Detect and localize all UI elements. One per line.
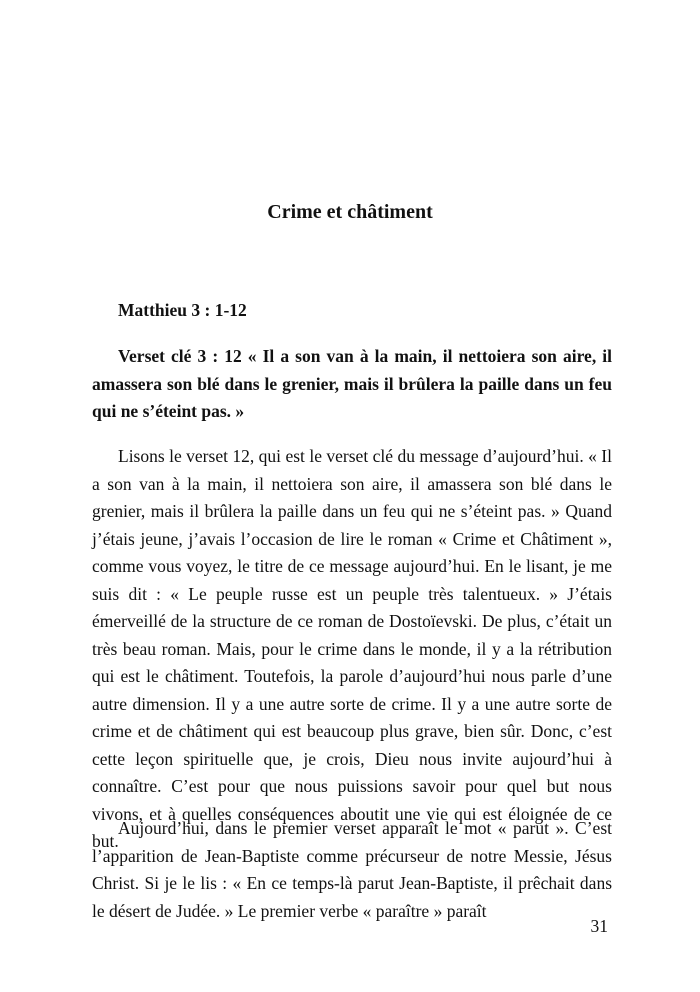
key-verse [92,343,612,426]
scripture-reference [92,297,612,325]
scripture-reference-text: Matthieu 3 : 1-12 [118,300,247,320]
chapter-title: Crime et châtiment [267,201,433,223]
body-paragraph-1 [92,443,612,856]
paragraph-text: Lisons le verset 12, qui est le verset clé du message d’aujourd’hui. « Il a son van à la main, il nettoiera son aire, il amassera son blé dans le grenier, mais il brûlera la paille dans un feu qui ne s’éteint pas. » Quand j’étais jeune, j’avais l’occasion de lire le roman « Crime et Châtiment », comme vous voyez, le titre de ce message aujourd’hui. En le lisant, je me suis dit : « Le peuple russe est un peuple très talentueux. » J’étais émerveillé de la structure de ce roman de Dostoïevski. De plus, c’était un très beau roman. Mais, pour le crime dans le monde, il y a la rétribution qui est le châtiment. Toutefois, la parole d’aujourd’hui nous parle d’une autre dimension. Il y a une autre sorte de crime. Il y a une autre sorte de crime et de châtiment qui est beaucoup plus grave, bien sûr. Donc, c’est cette leçon spirituelle que, je crois, Dieu nous invite aujourd’hui à connaître. C’est pour que nous puissions savoir pour quel but nous vivons, et à quelles conséquences aboutit une vie qui est éloignée de ce but. [92,446,612,851]
body-paragraph-2 [92,815,612,925]
paragraph-text: Aujourd’hui, dans le premier verset apparaît le mot « parut ». C’est l’apparition de Jean-Baptiste comme précurseur de notre Messie, Jésus Christ. Si je le lis : « En ce temps-là parut Jean-Baptiste, il prêchait dans le désert de Judée. » Le premier verbe « paraître » paraît [92,818,612,921]
key-verse-text: Verset clé 3 : 12 « Il a son van à la main, il nettoiera son aire, il amassera son blé dans le grenier, mais il brûlera la paille dans un feu qui ne s’éteint pas. » [92,346,612,421]
page-number: 31 [590,916,608,936]
